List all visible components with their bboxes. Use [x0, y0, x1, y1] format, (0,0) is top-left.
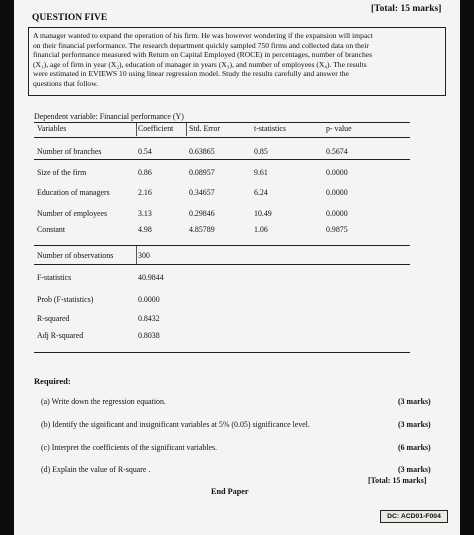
table-cell: 9.61: [254, 168, 268, 177]
table-cell: 0.34657: [189, 188, 215, 197]
table-cell: 0.29846: [189, 209, 215, 218]
total-marks-bottom: [Total: 15 marks]: [368, 476, 427, 485]
table-cell: 0.0000: [326, 188, 348, 197]
intro-line: A manager wanted to expand the operation of his firm. He was however wondering if the expansion will impact: [33, 31, 373, 40]
question-intro: [28, 27, 446, 96]
question-a: (a) Write down the regression equation.: [41, 397, 166, 406]
table-cell: 1.06: [254, 225, 268, 234]
intro-line: on their financial performance. The research department quickly sampled 750 firms and collected data on their: [33, 40, 369, 50]
table-cell: 0.0000: [326, 168, 348, 177]
header-p-value: p- value: [326, 124, 352, 133]
table-rule: [34, 264, 410, 265]
table-rule: [34, 137, 410, 138]
stat-label: Number of observations: [37, 251, 114, 260]
table-cell: 0.0000: [326, 209, 348, 218]
table-rule: [34, 245, 410, 246]
table-rule: [34, 122, 410, 123]
intro-line: financial performance measured with Return on Capital Employed (ROCE) in percentages, number of branches: [33, 50, 373, 60]
table-cell: 4.98: [138, 225, 152, 234]
table-cell: Size of the firm: [37, 168, 87, 177]
total-marks-top: [Total: 15 marks]: [371, 4, 442, 14]
table-cell: 0.5674: [326, 147, 348, 156]
marks-b: (3 marks): [398, 420, 431, 429]
column-divider: [186, 123, 187, 136]
table-cell: 0.63865: [189, 147, 215, 156]
table-cell: Number of branches: [37, 147, 102, 156]
intro-line: questions that follow.: [33, 78, 99, 88]
marks-a: (3 marks): [398, 397, 431, 406]
table-rule: [34, 159, 410, 160]
table-cell: 0.08957: [189, 168, 215, 177]
document-code: DC: ACD01-F004: [380, 510, 448, 523]
question-d: (d) Explain the value of R-square .: [41, 465, 151, 474]
table-cell: 10.49: [254, 209, 272, 218]
table-cell: 2.16: [138, 188, 152, 197]
header-t-statistics: t-statistics: [254, 124, 286, 133]
stat-label: R-squared: [37, 314, 70, 323]
table-cell: 0.86: [138, 168, 152, 177]
column-divider: [136, 246, 137, 264]
stat-value: 0.8432: [138, 314, 160, 323]
question-title: QUESTION FIVE: [32, 13, 108, 23]
header-coefficient: Coefficient: [138, 124, 174, 133]
table-cell: 0.9875: [326, 225, 348, 234]
intro-line: (X₁), age of firm in year (X₂), education of manager in years (X₃), and number of employees (X₄). The results: [33, 59, 367, 69]
table-cell: Constant: [37, 225, 66, 234]
marks-c: (6 marks): [398, 443, 431, 452]
header-variables: Variables: [37, 124, 67, 133]
exam-page: [14, 0, 460, 535]
stat-value: 300: [138, 251, 150, 260]
table-cell: 6.24: [254, 188, 268, 197]
stat-label: Adj R-squared: [37, 331, 84, 340]
table-cell: 0.85: [254, 147, 268, 156]
end-paper: End Paper: [211, 487, 249, 496]
header-std-error: Std. Error: [189, 124, 221, 133]
table-cell: Education of managers: [37, 188, 110, 197]
stat-value: 0.0000: [138, 295, 160, 304]
stat-value: 40.9844: [138, 273, 164, 282]
stat-value: 0.8038: [138, 331, 160, 340]
table-caption: Dependent variable: Financial performance (Y): [34, 112, 184, 121]
stat-label: F-statistics: [37, 273, 72, 282]
table-cell: Number of employees: [37, 209, 108, 218]
stat-label: Prob (F-statistics): [37, 295, 94, 304]
required-heading: Required:: [34, 376, 71, 386]
table-cell: 0.54: [138, 147, 152, 156]
column-divider: [136, 123, 137, 136]
question-b: (b) Identify the significant and insignificant variables at 5% (0.05) significance level.: [41, 420, 310, 429]
table-cell: 3.13: [138, 209, 152, 218]
table-rule: [34, 352, 410, 353]
question-c: (c) Interpret the coefficients of the significant variables.: [41, 443, 218, 452]
intro-line: were estimated in EVIEWS 10 using linear regression model. Study the results carefully and answer the: [33, 69, 349, 79]
table-cell: 4.85789: [189, 225, 215, 234]
marks-d: (3 marks): [398, 465, 431, 474]
